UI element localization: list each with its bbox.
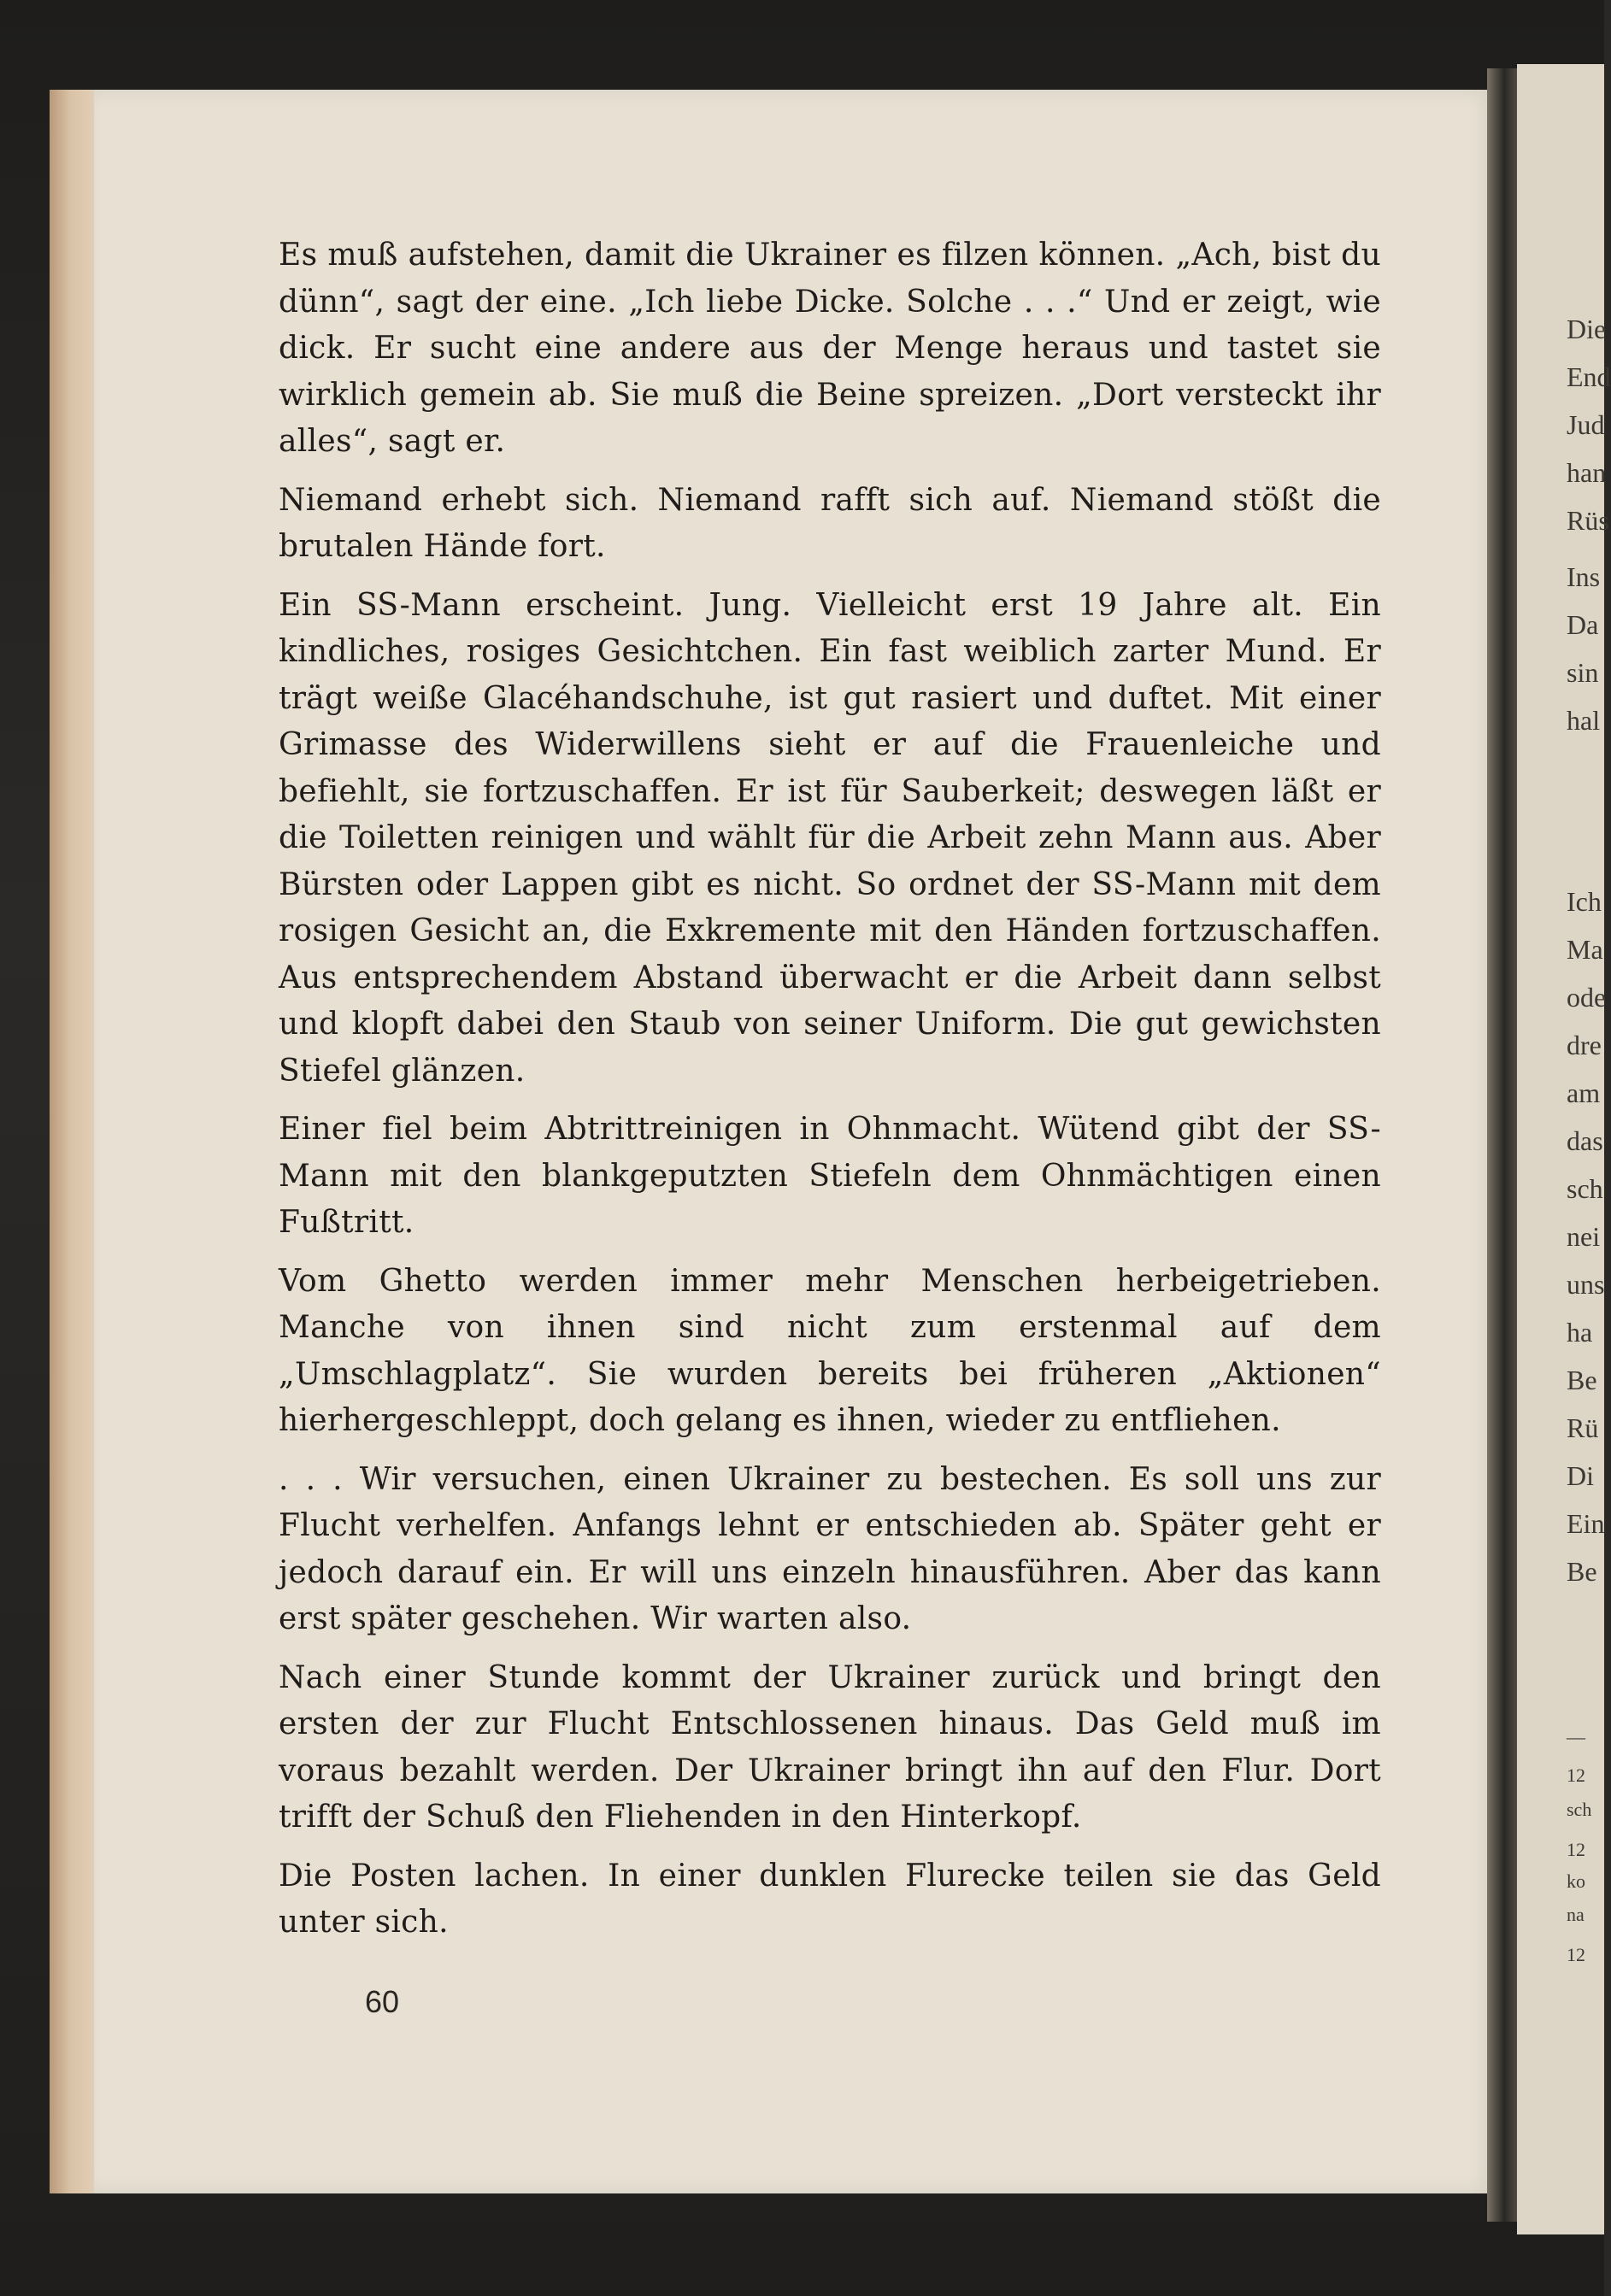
right-page-fragment: han (1567, 457, 1607, 488)
right-page-fragment: na (1567, 1904, 1585, 1925)
paragraph-5: Vom Ghetto werden immer mehr Menschen herbeigetrieben. Manche von ihnen sind nicht zum erstenmal auf dem „Umschlagplatz“. Sie wurden bereits bei früheren „Aktionen“ hierhergeschleppt, doch gelang es ihnen, wieder zu entfliehen. (279, 1263, 1381, 1438)
right-page-fragment: Die (1567, 314, 1607, 344)
right-page-fragment: Rüs (1567, 505, 1609, 536)
right-page-fragment: dre (1567, 1030, 1602, 1060)
right-page-fragment: sch (1567, 1173, 1603, 1204)
right-page-fragment: 12 (1567, 1839, 1585, 1860)
right-page-fragment: sin (1567, 657, 1599, 688)
paragraph-3: Ein SS-Mann erscheint. Jung. Vielleicht erst 19 Jahre alt. Ein kindliches, rosiges Gesichtchen. Ein fast weiblich zarter Mund. Er trägt weiße Glacéhandschuhe, ist gut rasiert und duftet. Mit einer Grimasse des Widerwillens sieht er auf die Frauenleiche und befiehlt, sie fortzuschaffen. Er ist für Sauberkeit; deswegen läßt er die Toiletten reinigen und wählt für die Arbeit zehn Mann aus. Aber Bürsten oder Lappen gibt es nicht. So ordnet der SS-Mann mit dem rosigen Gesicht an, die Exkremente mit den Händen fortzuschaffen. Aus entsprechendem Abstand überwacht er die Arbeit dann selbst und klopft dabei den Staub von seiner Uniform. Die gut gewichsten Stiefel glänzen. (279, 587, 1381, 1089)
paragraph-2: Niemand erhebt sich. Niemand rafft sich auf. Niemand stößt die brutalen Hände fort. (279, 482, 1381, 564)
right-page-fragment: Ins (1567, 561, 1601, 592)
right-page-fragment: Be (1567, 1556, 1597, 1587)
right-page-fragment: ode (1567, 982, 1607, 1013)
right-page-fragment: 12 (1567, 1765, 1585, 1786)
right-page-fragment: Rü (1567, 1412, 1599, 1443)
right-page-fragment: Ein (1567, 1508, 1605, 1539)
right-page-fragment: nei (1567, 1221, 1601, 1252)
book-page-right (1517, 64, 1611, 2234)
paragraph-4: Einer fiel beim Abtrittreinigen in Ohnmacht. Wütend gibt der SS-Mann mit den blankgeputzten Stiefeln dem Ohnmächtigen einen Fußtritt. (279, 1112, 1381, 1240)
right-page-fragment: uns (1567, 1269, 1605, 1300)
right-page-fragment: Jud (1567, 409, 1605, 440)
right-page-fragment: 12 (1567, 1944, 1585, 1965)
paragraph-8: Die Posten lachen. In einer dunklen Flurecke teilen sie das Geld unter sich. (279, 1858, 1381, 1940)
right-page-fragment: ko (1567, 1870, 1585, 1892)
page-number: 60 (365, 1984, 400, 2019)
right-page-fragment: Di (1567, 1460, 1594, 1491)
right-page-fragment: das (1567, 1125, 1603, 1156)
page-text (279, 232, 1381, 1958)
right-page-fragment: Ma (1567, 934, 1603, 965)
right-page-fragment: Da (1567, 609, 1599, 640)
right-page-fragment: Be (1567, 1365, 1597, 1395)
right-page-fragment: sch (1567, 1799, 1592, 1820)
right-page-fragment: hal (1567, 705, 1601, 736)
book-gutter (1487, 68, 1521, 2222)
paragraph-6: . . . Wir versuchen, einen Ukrainer zu bestechen. Es soll uns zur Flucht verhelfen. Anfangs lehnt er entschieden ab. Später geht er jedoch darauf ein. Er will uns einzeln hinausführen. Aber das kann erst später geschehen. Wir warten also. (279, 1461, 1381, 1636)
paragraph-7: Nach einer Stunde kommt der Ukrainer zurück und bringt den ersten der zur Flucht Entschlossenen hinaus. Das Geld muß im voraus bezahlt werden. Der Ukrainer bringt ihn auf den Flur. Dort trifft der Schuß den Fliehenden in den Hinterkopf. (279, 1659, 1381, 1835)
right-page-fragment: ha (1567, 1317, 1593, 1348)
right-page-fragment: End (1567, 361, 1611, 392)
paragraph-1: Es muß aufstehen, damit die Ukrainer es filzen können. „Ach, bist du dünn“, sagt der eine. „Ich liebe Dicke. Solche . . .“ Und er zeigt, wie dick. Er sucht eine andere aus der Menge heraus und tastet sie wirklich gemein ab. Sie muß die Beine spreizen. „Dort versteckt ihr alles“, sagt er. (279, 238, 1381, 459)
right-page-fragment: Ich (1567, 886, 1602, 917)
right-page-fragment: — (1567, 1726, 1585, 1747)
right-page-fragment: am (1567, 1078, 1601, 1108)
